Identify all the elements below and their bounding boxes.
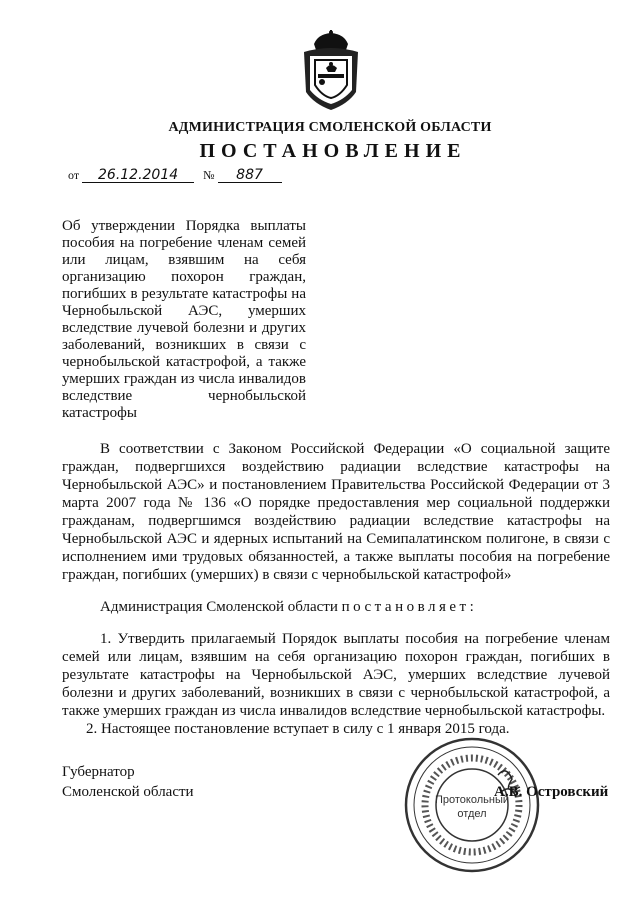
official-seal-stamp	[402, 735, 542, 875]
signatory-name: А.В. Островский	[494, 784, 609, 800]
signatory-title	[62, 762, 194, 802]
list-item: 2. Настоящее постановление вступает в силу с 1 января 2015 года.	[86, 721, 510, 737]
resolution-verb: постановляет:	[341, 599, 478, 615]
resolution-items	[62, 630, 610, 738]
date-number-line	[68, 168, 282, 183]
list-item: 1. Утвердить прилагаемый Порядок выплаты пособия на погребение членам семей или лицам, взявшим на себя организацию похорон граждан, погибших в результате катастрофы на Чернобыльской АЭС, умерших вследствие лучевой болезни и других заболеваний, возникших в связи с чернобыльской катастрофой, а также умерших граждан из числа инвалидов вследствие чернобыльской катастрофы.	[62, 631, 610, 719]
document-subject: Об утверждении Порядка выплаты пособия на погребение членам семей или лицам, взявшим на себя организацию похорон граждан, погибших в результате катастрофы на Чернобыльской АЭС, умерших вследствие лучевой болезни и других заболеваний, возникших в связи с чернобыльской катастрофой, а также умерших граждан из числа инвалидов вследствие чернобыльской катастрофы	[62, 218, 306, 421]
signatory-title-line1: Губернатор	[62, 764, 135, 780]
resolution-line	[62, 598, 610, 616]
document-type-title: ПОСТАНОВЛЕНИЕ	[199, 140, 467, 162]
seal-inner-line1: Протокольный	[434, 794, 510, 806]
document-date: 26.12.2014	[82, 168, 194, 183]
resolution-lead: Администрация Смоленской области	[100, 599, 338, 615]
preamble-paragraph: В соответствии с Законом Российской Федерации «О социальной защите граждан, подвергшихся воздействию радиации вследствие катастрофы на Чернобыльской АЭС» и постановлением Правительства Российской Федерации от 3 марта 2007 года № 136 «О порядке предоставления мер социальной поддержки гражданам, подвергшимся воздействию радиации вследствие катастрофы на Чернобыльской АЭС и ядерных испытаний на Семипалатинском полигоне, в связи с исполнением ими трудовых обязанностей, а также выплаты пособия на погребение граждан, погибших (умерших) в связи с чернобыльской катастрофой»	[62, 441, 610, 583]
seal-inner-line2: отдел	[457, 808, 487, 820]
date-prefix: от	[68, 168, 80, 182]
signatory-title-line2: Смоленской области	[62, 784, 194, 800]
number-prefix: №	[203, 168, 215, 182]
document-number: 887	[218, 168, 282, 183]
coat-of-arms-emblem	[300, 30, 362, 112]
organization-title: АДМИНИСТРАЦИЯ СМОЛЕНСКОЙ ОБЛАСТИ	[168, 120, 492, 135]
